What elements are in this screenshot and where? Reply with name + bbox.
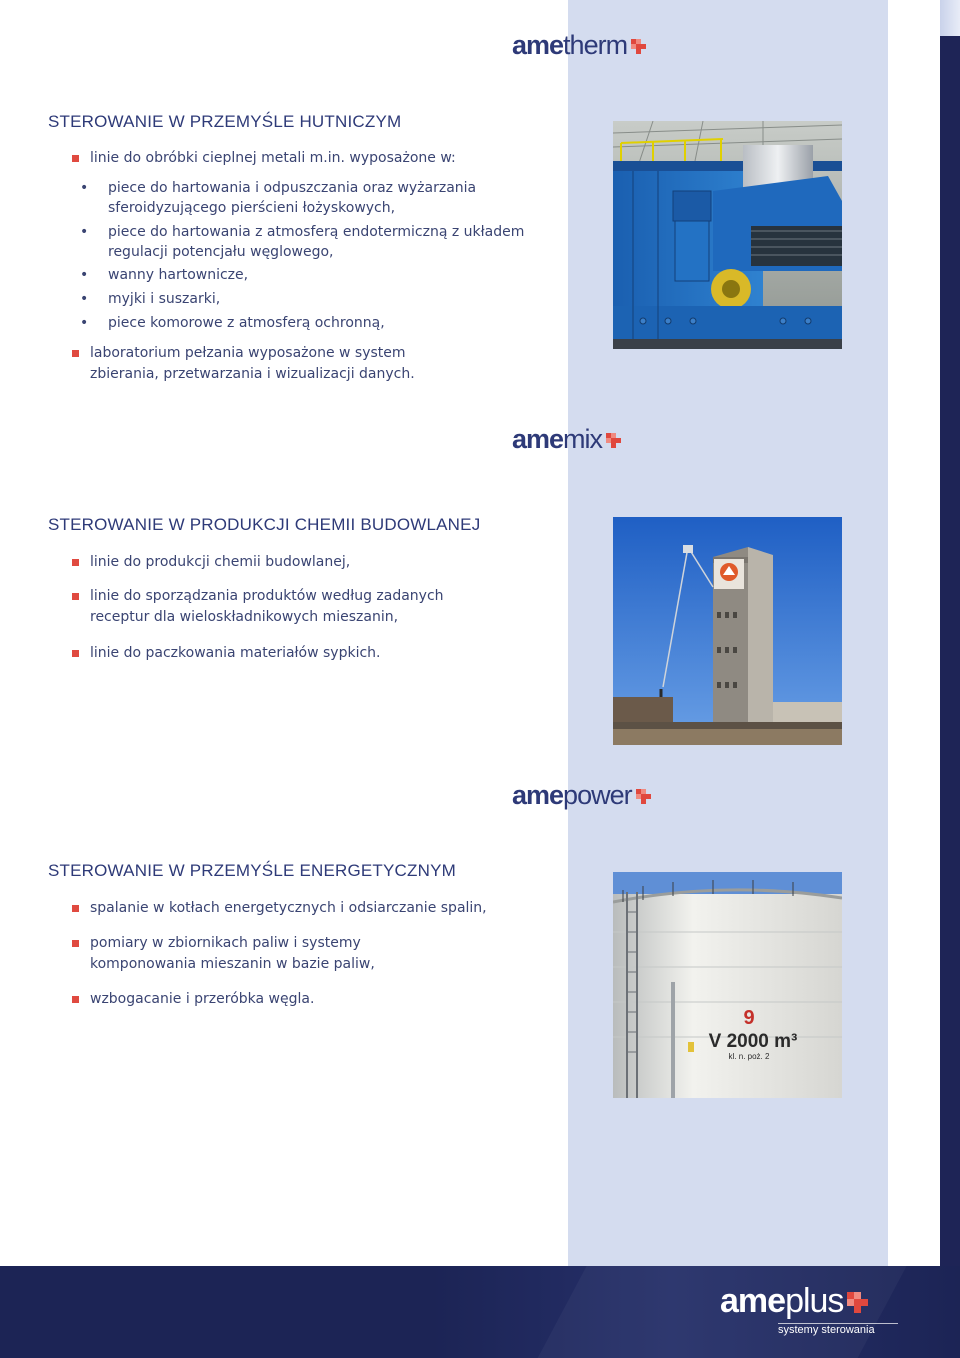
- tank-number-text: 9: [743, 1007, 755, 1029]
- bullet-dot-icon: •: [80, 291, 89, 307]
- bullet-square-icon: [72, 559, 79, 566]
- sub-item-text: piece do hartowania z atmosferą endotermiczną z układem regulacji potencjału węglowego,: [108, 224, 525, 260]
- bullet-dot-icon: •: [80, 315, 89, 331]
- edge-margin: [888, 0, 940, 1266]
- bullet-square-icon: [72, 650, 79, 657]
- sub-list-item: [80, 313, 528, 333]
- section-heading-energy: STEROWANIE W PRZEMYŚLE ENERGETYCZNYM: [48, 861, 456, 880]
- logo-cross-icon: [606, 433, 620, 447]
- list-item: [72, 552, 540, 573]
- list-item-text: laboratorium pełzania wyposażone w system zbierania, przetwarzania i wizualizacji danych.: [90, 345, 415, 382]
- logo-prefix: ame: [512, 424, 564, 454]
- list-item-text: linie do obróbki cieplnej metali m.in. wyposażone w:: [90, 150, 456, 166]
- logo-suffix: therm: [563, 30, 628, 60]
- bullet-dot-icon: •: [80, 267, 89, 283]
- sub-item-text: piece komorowe z atmosferą ochronną,: [108, 315, 385, 331]
- logo-prefix: ame: [720, 1282, 786, 1320]
- bullet-dot-icon: •: [80, 224, 89, 240]
- sub-list-item: [80, 178, 528, 218]
- list-item: [72, 898, 540, 919]
- logo-cross-icon: [636, 789, 650, 803]
- section-heading-chemistry: STEROWANIE W PRODUKCJI CHEMII BUDOWLANEJ: [48, 515, 481, 534]
- sub-list-item: [80, 265, 528, 285]
- bullet-square-icon: [72, 996, 79, 1003]
- logo-suffix: mix: [563, 424, 603, 454]
- bullet-square-icon: [72, 940, 79, 947]
- edge-stripe: [940, 0, 960, 1266]
- sub-item-text: myjki i suszarki,: [108, 291, 221, 307]
- logo-suffix: power: [563, 780, 632, 810]
- list-item-text: linie do paczkowania materiałów sypkich.: [90, 645, 381, 661]
- sub-item-text: wanny hartownicze,: [108, 267, 249, 283]
- sub-item-text: piece do hartowania i odpuszczania oraz wyżarzania sferoidyzującego pierścieni łożyskowych,: [108, 180, 477, 216]
- mixing-tower-photo: [613, 517, 842, 745]
- logo-suffix: plus: [785, 1282, 844, 1320]
- logo-cross-icon: [631, 39, 645, 53]
- tank-volume-text: V 2000 m³: [708, 1031, 798, 1052]
- list-item: [72, 643, 540, 664]
- amepower-logo: [512, 780, 650, 811]
- furnace-photo: [613, 121, 842, 349]
- bullet-square-icon: [72, 905, 79, 912]
- list-item: [72, 148, 540, 169]
- sub-list-item: [80, 222, 528, 262]
- list-item-text: linie do produkcji chemii budowlanej,: [90, 554, 351, 570]
- ametherm-logo: [512, 30, 645, 61]
- bullet-square-icon: [72, 155, 79, 162]
- ameplus-logo: [720, 1282, 867, 1321]
- list-item-text: pomiary w zbiornikach paliw i systemy komponowania mieszanin w bazie paliw,: [90, 935, 375, 972]
- amemix-logo: [512, 424, 620, 455]
- list-item-text: wzbogacanie i przeróbka węgla.: [90, 991, 315, 1007]
- list-item-text: linie do sporządzania produktów według zadanych receptur dla wieloskładnikowych mieszanin,: [90, 588, 444, 625]
- list-item: [72, 343, 430, 385]
- section-heading-metallurgy: STEROWANIE W PRZEMYŚLE HUTNICZYM: [48, 112, 402, 131]
- footer-bar: [0, 1266, 960, 1358]
- bullet-square-icon: [72, 350, 79, 357]
- footer-tagline: systemy sterowania: [778, 1324, 875, 1336]
- logo-prefix: ame: [512, 30, 564, 60]
- logo-prefix: ame: [512, 780, 564, 810]
- tank-note-text: kl. n. poż. 2: [728, 1052, 770, 1061]
- bullet-square-icon: [72, 593, 79, 600]
- list-item: [72, 989, 540, 1010]
- logo-cross-icon: [847, 1292, 867, 1312]
- list-item: [72, 586, 470, 628]
- sub-list-item: [80, 289, 528, 309]
- fuel-tank-photo: [613, 872, 842, 1098]
- tagline-rule: [778, 1323, 898, 1324]
- list-item-text: spalanie w kotłach energetycznych i odsiarczanie spalin,: [90, 900, 487, 916]
- bullet-dot-icon: •: [80, 180, 89, 196]
- list-item: [72, 933, 390, 975]
